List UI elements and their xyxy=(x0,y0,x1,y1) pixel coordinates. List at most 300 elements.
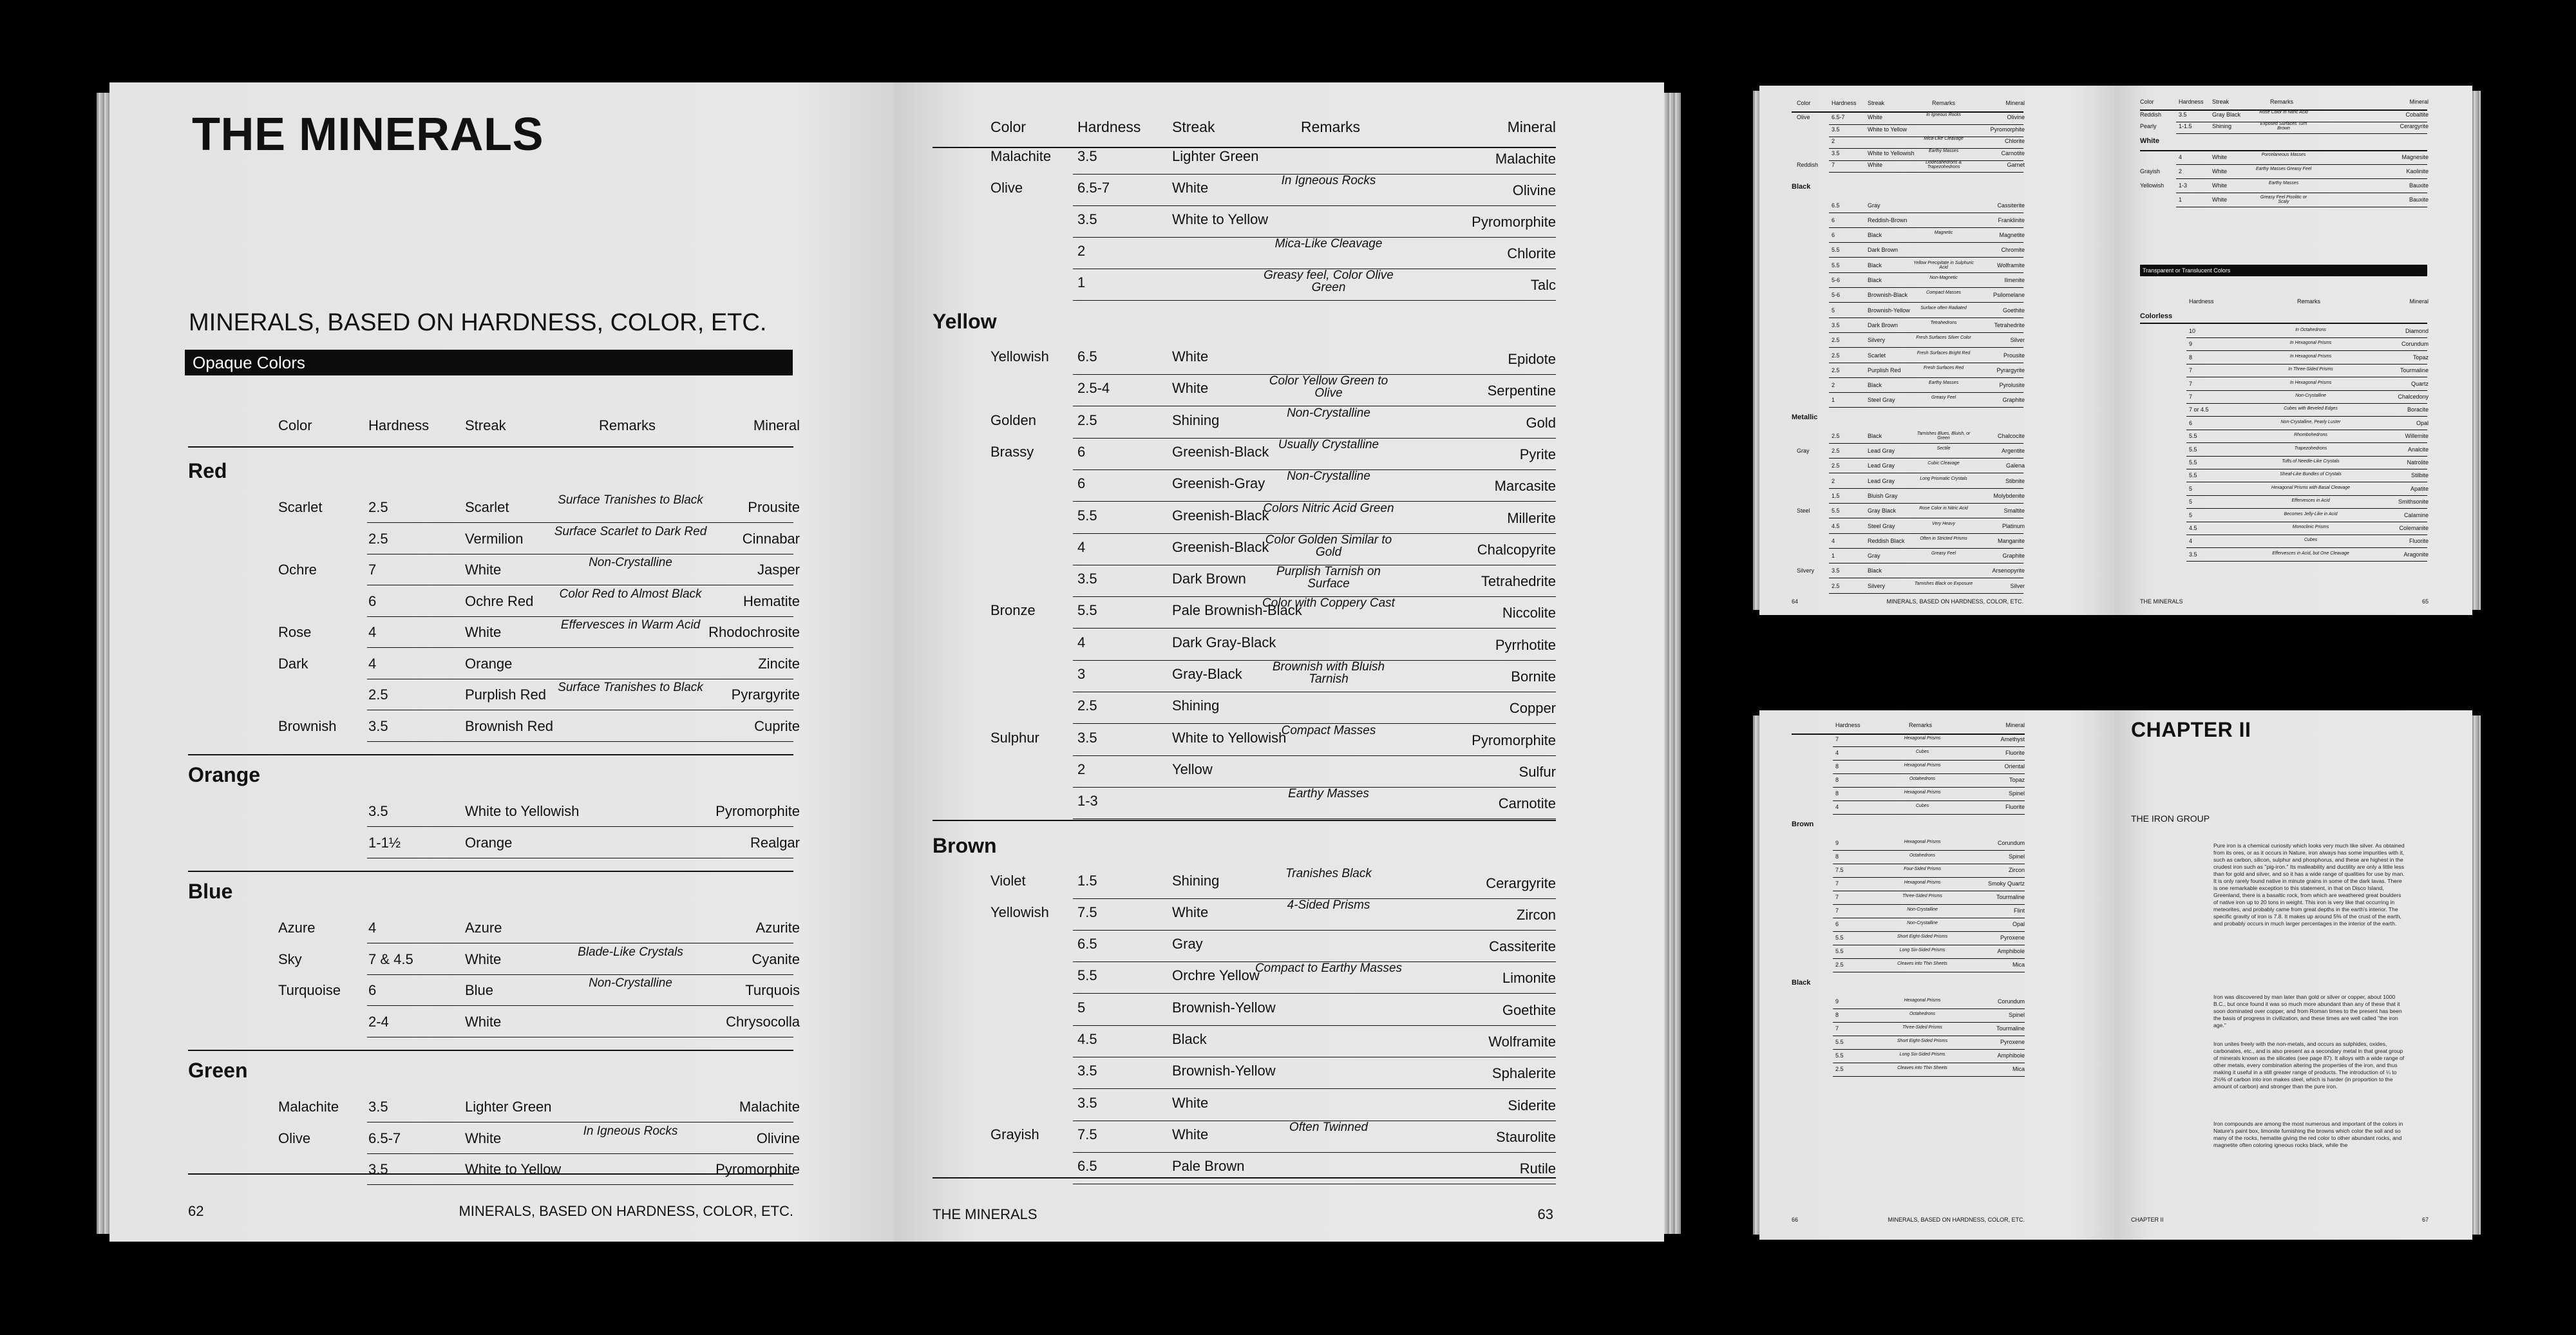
hardness-cell: 3.5 xyxy=(1832,567,1840,574)
hardness-cell: 7 xyxy=(1832,162,1835,168)
hardness-cell: 4 xyxy=(1835,804,1839,810)
streak-cell: Gray Black xyxy=(1868,507,1897,515)
hardness-cell: 6.5 xyxy=(1077,1158,1097,1175)
header-remarks: Remarks xyxy=(1909,722,1933,728)
remarks-cell: Effervesces in Acid, but One Cleavage xyxy=(2272,551,2349,556)
section-bar-opaque: Opaque Colors xyxy=(185,350,793,375)
table-rule xyxy=(1829,593,2023,594)
hardness-cell: 2-4 xyxy=(368,1013,389,1030)
remarks-cell: Cubes xyxy=(1915,750,1929,754)
mineral-cell: Zincite xyxy=(758,655,800,672)
color-cell: Yellowish xyxy=(990,348,1049,365)
remarks-cell: In Igneous Rocks xyxy=(583,1124,678,1138)
mineral-cell: Pyrargyrite xyxy=(1996,366,2025,374)
remarks-cell: Long Six-Sided Prisms xyxy=(1899,1052,1946,1057)
footer-page-number: 64 xyxy=(1792,598,1799,605)
streak-cell: Lighter Green xyxy=(1172,148,1259,164)
body-paragraph: Pure iron is a chemical curiosity which looks very much like silver. As obtained from its ores, or as it occurs in Nature, iron always has some impurities with it, such as carbon, silicon, sulphur and phosphorus, and these are highest in the crudest iron such as "pig-iron." Its malleability and ductility are only a little less than for gold and silver, and so it has a wide range of qualities for use by man. It is only rarely found native in minute grains in some of the dark lavas. There is one remarkable exception to this statement, in that on Disco Island, Greenland, there is a basaltic rock, from which are weathered great boulders of native iron up to 20 tons in weight. This iron is very like that occurring in meteorites, and probably came from great depths in the earth's interior. The specific gravity of iron is 7.8. It makes up around 5% of the crust of the earth, and probably occurs in much larger percentages in the interior of the earth. xyxy=(2213,842,2405,927)
remarks-cell: In Octahedrons xyxy=(2295,328,2326,332)
mineral-cell: Chrysocolla xyxy=(726,1013,800,1030)
hardness-cell: 4.5 xyxy=(2189,525,2197,531)
hardness-cell: 1 xyxy=(1077,274,1086,290)
streak-cell: White xyxy=(465,1013,502,1030)
mineral-cell: Platinum xyxy=(2002,522,2025,529)
mineral-cell: Olivine xyxy=(756,1130,800,1146)
mineral-cell: Argentite xyxy=(2001,448,2025,454)
table-rule xyxy=(2186,442,2427,443)
mineral-cell: Ilmenite xyxy=(2004,277,2025,283)
remarks-cell: Surface Tranishes to Black xyxy=(558,493,703,507)
color-cell: Gray xyxy=(1797,448,1810,454)
color-cell: Ochre xyxy=(278,562,317,578)
remarks-cell: Color with Coppery Cast xyxy=(1262,596,1395,611)
hardness-cell: 2 xyxy=(1077,761,1086,777)
hardness-cell: 6 xyxy=(1077,443,1086,460)
header-streak: Streak xyxy=(2212,99,2230,105)
hardness-cell: 7 xyxy=(368,562,377,578)
streak-cell: Pale Brown xyxy=(1172,1158,1245,1175)
hardness-cell: 5 xyxy=(2189,498,2193,506)
remarks-cell: Greasy feel, Color Olive Green xyxy=(1264,269,1394,294)
mineral-cell: Millerite xyxy=(1507,509,1556,526)
header-color: Color xyxy=(278,417,312,433)
remarks-cell: Octahedrons xyxy=(1909,777,1936,781)
mineral-cell: Quartz xyxy=(2410,380,2429,387)
footer-running-head: THE MINERALS xyxy=(933,1206,1037,1222)
footer-page-number: 66 xyxy=(1792,1217,1799,1223)
streak-cell: Black xyxy=(1868,567,1882,574)
hardness-cell: 3.5 xyxy=(1832,126,1840,133)
streak-cell: White xyxy=(2212,196,2228,203)
color-cell: Sky xyxy=(278,951,302,967)
table-rule xyxy=(1829,533,2023,534)
mineral-cell: Colemanite xyxy=(2399,525,2429,531)
mineral-cell: Topaz xyxy=(2009,777,2025,783)
mineral-cell: Niccolite xyxy=(1502,605,1556,621)
hardness-cell: 10 xyxy=(2189,328,2196,334)
hardness-cell: 2 xyxy=(1832,382,1835,389)
table-rule xyxy=(188,871,793,872)
mineral-cell: Serpentine xyxy=(1487,383,1556,399)
streak-cell: White xyxy=(1868,114,1883,120)
remarks-cell: Octahedrons xyxy=(1909,853,1936,858)
mineral-cell: Calamine xyxy=(2403,511,2429,518)
table-rule xyxy=(1829,347,2023,348)
streak-cell: White xyxy=(1172,904,1209,920)
hardness-cell: 8 xyxy=(1835,853,1839,860)
mineral-cell: Fluorite xyxy=(2409,538,2429,545)
streak-cell: Orchre Yellow xyxy=(1172,967,1260,984)
remarks-cell: Sheaf-Like Bundles of Crystals xyxy=(2280,472,2342,477)
mineral-cell: Olivine xyxy=(1512,182,1556,198)
table-rule xyxy=(367,1184,793,1185)
hardness-cell: 1 xyxy=(1832,553,1835,560)
mineral-cell: Natrolite xyxy=(2407,459,2429,466)
streak-cell: White to Yellow xyxy=(1868,126,1908,133)
table-rule xyxy=(367,616,793,617)
table-rule xyxy=(188,754,793,755)
streak-cell: Orange xyxy=(465,655,513,672)
remarks-cell: Dodecahedrons & Trapezohedrons xyxy=(1925,160,1962,169)
body-paragraph: Iron compounds are among the most numerous and important of the colors in Nature's paint box, limonite furnishing the browns which color the soil and so many of the rocks, hematite giving the red color to other abundant rocks, and magnetite often coloring igneous rocks black, while the xyxy=(2213,1121,2403,1148)
remarks-cell: Becomes Jelly-Like in Acid xyxy=(2284,511,2338,516)
mineral-cell: Carnotite xyxy=(2001,149,2025,156)
mineral-cell: Malachite xyxy=(739,1099,800,1115)
table-rule xyxy=(1829,257,2023,258)
table-rule xyxy=(933,1177,1556,1179)
hardness-cell: 2.5 xyxy=(1832,462,1840,469)
hardness-cell: 5.5 xyxy=(1835,948,1844,954)
mineral-cell: Amphibole xyxy=(1997,948,2025,954)
remarks-cell: Hexagonal Prisms xyxy=(1904,736,1941,741)
footer-running-head: CHAPTER II xyxy=(2131,1217,2164,1223)
hardness-cell: 8 xyxy=(1835,763,1839,770)
mineral-cell: Psilomelane xyxy=(1993,292,2025,299)
remarks-cell: Hexagonal Prisms with Basal Cleavage xyxy=(2271,485,2351,490)
table-rule xyxy=(1833,746,2025,747)
page-62 xyxy=(109,82,895,1242)
section-title: White xyxy=(2140,137,2159,145)
table-rule xyxy=(1829,407,2023,408)
hardness-cell: 5.5 xyxy=(2189,472,2197,479)
mineral-cell: Arsenopyrite xyxy=(1992,567,2025,574)
remarks-cell: Mica-Like Cleavage xyxy=(1274,237,1383,251)
hardness-cell: 6 xyxy=(368,982,377,998)
hardness-cell: 4 xyxy=(2179,154,2183,160)
streak-cell: White xyxy=(1172,1094,1209,1111)
streak-cell: White xyxy=(465,951,502,967)
table-rule xyxy=(933,820,1556,821)
mineral-cell: Oriental xyxy=(2004,763,2025,770)
hardness-cell: 2.5 xyxy=(1832,582,1840,589)
footer-running-head: MINERALS, BASED ON HARDNESS, COLOR, ETC. xyxy=(1888,1217,2025,1223)
hardness-cell: 6 xyxy=(2189,419,2193,426)
hardness-cell: 2.5 xyxy=(1832,337,1840,344)
hardness-cell: 2.5 xyxy=(368,530,388,547)
table-rule xyxy=(2186,508,2427,509)
chapter-title: CHAPTER II xyxy=(2131,718,2251,741)
section-title: Black xyxy=(1792,979,1811,987)
mineral-cell: Opal xyxy=(2012,921,2025,927)
streak-cell: Black xyxy=(1172,1031,1207,1047)
header-remarks: Remarks xyxy=(1301,118,1361,135)
streak-cell: Black xyxy=(1868,432,1882,439)
mineral-cell: Zircon xyxy=(1516,906,1556,923)
footer-running-head: THE MINERALS xyxy=(2140,598,2183,605)
body-paragraph: Iron unites freely with the non-metals, and occurs as sulphides, oxides, carbonates, etc., and is also present as a secondary metal in that great group of minerals known as the silicates (see page 87). It alloys with a wide range of other metals, every combination altering the properties of the iron, and thus making it useful in a still greater range of products. The introduction of ¼ to 2½% of carbon into iron makes steel, which is harder (in proportion to the amount of carbon) and stronger than the pure iron. xyxy=(2213,1041,2405,1090)
mineral-cell: Manganite xyxy=(1997,537,2025,544)
streak-cell: White xyxy=(465,562,502,578)
streak-cell: White to Yellowish xyxy=(1868,149,1915,156)
remarks-cell: Greasy Feel xyxy=(1931,395,1956,401)
mineral-cell: Analcite xyxy=(2407,446,2429,453)
hardness-cell: 5 xyxy=(1832,307,1835,314)
mineral-cell: Galena xyxy=(2005,462,2025,469)
color-cell: Malachite xyxy=(990,148,1052,164)
hardness-cell: 3.5 xyxy=(368,1161,388,1177)
mineral-cell: Kaolinite xyxy=(2406,168,2429,175)
hardness-cell: 1 xyxy=(2179,196,2183,203)
streak-cell: Blue xyxy=(465,982,494,998)
remarks-cell: Long Prismatic Crystals xyxy=(1920,476,1967,481)
remarks-cell: Very Heavy xyxy=(1932,521,1955,526)
mineral-cell: Cerargyrite xyxy=(2400,123,2429,129)
mineral-cell: Turquois xyxy=(745,982,800,998)
remarks-cell: Four-Sided Prisms xyxy=(1904,867,1941,871)
mineral-cell: Rutile xyxy=(1519,1160,1556,1177)
mineral-cell: Topaz xyxy=(2412,354,2429,361)
mineral-cell: Siderite xyxy=(1508,1097,1556,1113)
table-rule xyxy=(1833,904,2025,905)
section-title: Orange xyxy=(188,763,261,786)
remarks-cell: Tetrahedrons xyxy=(1930,320,1957,325)
mineral-cell: Bauxite xyxy=(2409,182,2429,189)
mineral-cell: Graphite xyxy=(2002,397,2025,404)
page-edges-right xyxy=(1662,93,1681,1234)
mineral-cell: Corundum xyxy=(2401,341,2429,348)
mineral-cell: Pyromorphite xyxy=(715,1161,800,1177)
table-rule xyxy=(1829,458,2023,459)
mineral-cell: Mica xyxy=(2012,961,2025,968)
table-rule xyxy=(1829,287,2023,288)
hardness-cell: 7 xyxy=(2189,380,2193,387)
remarks-cell: Surface Scarlet to Dark Red xyxy=(554,524,707,538)
color-cell: Sulphur xyxy=(990,729,1039,746)
streak-cell: Greenish-Black xyxy=(1172,443,1269,460)
page-edges-right xyxy=(2472,91,2481,610)
mineral-cell: Copper xyxy=(1509,700,1556,717)
table-rule xyxy=(1833,1049,2025,1050)
hardness-cell: 6 xyxy=(1832,232,1835,239)
streak-cell: Shining xyxy=(1172,412,1220,428)
hardness-cell: 3 xyxy=(1077,666,1086,682)
hardness-cell: 6.5 xyxy=(1077,348,1097,365)
streak-cell: Ochre Red xyxy=(465,592,534,609)
table-rule xyxy=(367,1005,793,1006)
remarks-cell: Octahedrons xyxy=(1909,1012,1936,1016)
hardness-cell: 5.5 xyxy=(1835,1039,1844,1045)
color-cell: Rose xyxy=(278,624,312,640)
table-rule xyxy=(2186,456,2427,457)
table-rule xyxy=(2140,323,2427,324)
header-streak: Streak xyxy=(1172,118,1215,135)
remarks-cell: In Hexagonal Prisms xyxy=(2289,341,2332,346)
mineral-cell: Cobaltite xyxy=(2405,111,2429,118)
streak-cell: Black xyxy=(1868,277,1882,283)
hardness-cell: 3.5 xyxy=(1077,729,1097,746)
mineral-cell: Chromite xyxy=(2001,247,2025,254)
hardness-cell: 5.5 xyxy=(1835,1052,1844,1059)
remarks-cell: In Igneous Rocks xyxy=(1926,113,1962,117)
spread-2 xyxy=(1753,86,2481,615)
mineral-cell: Fluorite xyxy=(2005,804,2025,810)
streak-cell: Gray Black xyxy=(2212,111,2241,118)
header-hardness: Hardness xyxy=(1832,100,1857,106)
table-rule xyxy=(2186,364,2427,365)
streak-cell: Reddish-Brown xyxy=(1868,216,1908,223)
mineral-cell: Bauxite xyxy=(2409,196,2429,203)
streak-cell: Lead Gray xyxy=(1868,477,1895,484)
table-rule xyxy=(367,974,793,975)
streak-cell: White to Yellowish xyxy=(465,803,580,819)
mineral-cell: Goethite xyxy=(2002,307,2025,314)
hardness-cell: 5 xyxy=(2189,485,2193,492)
streak-cell: Gray xyxy=(1172,936,1203,952)
table-rule xyxy=(1829,302,2023,303)
table-rule xyxy=(1073,1088,1556,1089)
streak-cell: Gray xyxy=(1868,202,1880,209)
streak-cell: White xyxy=(1172,180,1209,196)
hardness-cell: 6.5-7 xyxy=(368,1130,401,1146)
hardness-cell: 2.5 xyxy=(1832,432,1840,439)
header-remarks: Remarks xyxy=(1932,100,1956,106)
remarks-cell: Greasy Feel Pisolitic or Scaly xyxy=(2260,195,2307,204)
section-title: Yellow xyxy=(933,310,997,333)
remarks-cell: Non-Crystalline xyxy=(1287,469,1370,484)
mineral-cell: Zircon xyxy=(2008,867,2025,873)
remarks-cell: Non-Crystalline xyxy=(1907,907,1938,912)
mineral-cell: Limonite xyxy=(1502,970,1556,987)
mineral-cell: Pyroxene xyxy=(2000,934,2025,941)
mineral-cell: Tourmaline xyxy=(1996,894,2025,900)
table-rule xyxy=(2140,150,2427,151)
hardness-cell: 1 xyxy=(1832,397,1835,404)
streak-cell: Greenish-Black xyxy=(1172,538,1269,555)
mineral-cell: Pyrite xyxy=(1519,446,1556,462)
color-cell: Olive xyxy=(1797,114,1810,120)
table-rule xyxy=(2186,390,2427,391)
hardness-cell: 2.5 xyxy=(1835,1066,1844,1072)
mineral-cell: Smithsonite xyxy=(2398,498,2429,506)
color-cell: Reddish xyxy=(1797,162,1819,168)
table-rule xyxy=(2186,495,2427,496)
table-rule xyxy=(1073,1025,1556,1026)
hardness-cell: 2 xyxy=(1832,477,1835,484)
hardness-cell: 2.5 xyxy=(368,686,388,703)
hardness-cell: 6.5-7 xyxy=(1077,180,1110,196)
mineral-cell: Staurolite xyxy=(1496,1128,1556,1145)
remarks-cell: Magnetic xyxy=(1934,231,1953,236)
remarks-cell: In Three-Sided Prisms xyxy=(2288,367,2333,372)
streak-cell: Vermilion xyxy=(465,530,524,547)
mineral-cell: Prousite xyxy=(748,499,800,515)
mineral-cell: Realgar xyxy=(750,834,800,851)
mineral-cell: Sphalerite xyxy=(1492,1065,1556,1082)
remarks-cell: Cubes xyxy=(2304,538,2318,543)
mineral-cell: Marcasite xyxy=(1494,478,1556,495)
mineral-cell: Amphibole xyxy=(1997,1052,2025,1059)
streak-cell: Orange xyxy=(465,834,513,851)
spread-3 xyxy=(1753,710,2481,1240)
hardness-cell: 5.5 xyxy=(2189,446,2197,453)
hardness-cell: 5.5 xyxy=(1077,602,1097,619)
footer-page-number: 65 xyxy=(2421,598,2429,605)
hardness-cell: 5 xyxy=(1077,999,1086,1016)
color-cell: Yellowish xyxy=(990,904,1049,920)
color-cell: Steel xyxy=(1797,507,1810,515)
table-rule xyxy=(2186,416,2427,417)
page-64 xyxy=(1759,86,2115,615)
hardness-cell: 5.5 xyxy=(2189,459,2197,466)
streak-cell: Scarlet xyxy=(1868,352,1886,359)
table-rule xyxy=(1833,931,2025,932)
streak-cell: White xyxy=(1868,162,1883,168)
footer-running-head: MINERALS, BASED ON HARDNESS, COLOR, ETC. xyxy=(1886,598,2023,605)
streak-cell: Bluish Gray xyxy=(1868,492,1898,499)
mineral-cell: Pyrrhotite xyxy=(1495,636,1556,653)
mineral-cell: Goethite xyxy=(1502,1001,1556,1018)
color-cell: Silvery xyxy=(1797,567,1815,574)
table-rule xyxy=(1829,443,2023,444)
header-hardness: Hardness xyxy=(1835,722,1861,728)
mineral-cell: Malachite xyxy=(1495,151,1556,167)
table-rule xyxy=(1833,800,2025,801)
mineral-cell: Molybdenite xyxy=(1993,492,2025,499)
color-cell: Grayish xyxy=(2140,168,2161,175)
hardness-cell: 6 xyxy=(1835,921,1839,927)
table-rule xyxy=(367,647,793,648)
remarks-cell: Tufts of Needle-Like Crystals xyxy=(2282,459,2340,464)
remarks-cell: Often in Stricted Prisms xyxy=(1920,536,1967,541)
remarks-cell: Non-Crystalline, Pearly Luster xyxy=(2280,419,2341,424)
hardness-cell: 8 xyxy=(1835,790,1839,797)
remarks-cell: Brownish with Bluish Tarnish xyxy=(1272,660,1385,686)
table-rule xyxy=(1829,392,2023,393)
remarks-cell: Short Eight-Sided Prisms xyxy=(1897,1039,1948,1043)
mineral-cell: Silver xyxy=(2010,582,2025,589)
remarks-cell: Tarnishes Blues, Bluish, or Green xyxy=(1917,431,1971,440)
page-63 xyxy=(894,82,1664,1242)
mineral-cell: Cassiterite xyxy=(1489,938,1556,955)
streak-cell: Black xyxy=(1868,261,1882,269)
remarks-cell: Rose Color in Nitric Acid xyxy=(1919,506,1968,511)
hardness-cell: 3.5 xyxy=(1077,148,1097,164)
hardness-cell: 4.5 xyxy=(1832,522,1840,529)
hardness-cell: 1-3 xyxy=(2179,182,2188,189)
remarks-cell: Effervesces in Warm Acid xyxy=(560,618,701,632)
table-rule xyxy=(1829,503,2023,504)
hardness-cell: 4 xyxy=(2189,538,2193,545)
mineral-cell: Wolframite xyxy=(1997,261,2025,269)
streak-cell: Purplish Red xyxy=(1868,366,1901,374)
remarks-cell: Compact Masses xyxy=(1281,723,1376,737)
table-rule xyxy=(1833,958,2025,959)
remarks-cell: Non-Crystalline xyxy=(2295,393,2326,398)
section-title: Green xyxy=(188,1059,248,1082)
hardness-cell: 9 xyxy=(2189,341,2193,348)
color-cell: Azure xyxy=(278,920,316,936)
mineral-cell: Pyromorphite xyxy=(1990,126,2025,133)
table-rule xyxy=(1833,814,2025,815)
mineral-cell: Pyrargyrite xyxy=(731,686,800,703)
hardness-cell: 2.5 xyxy=(1832,448,1840,454)
table-rule xyxy=(2176,178,2427,179)
streak-cell: Black xyxy=(1868,382,1882,389)
page-subtitle: MINERALS, BASED ON HARDNESS, COLOR, ETC. xyxy=(189,309,767,336)
remarks-cell: Fresh Surfaces Bright Red xyxy=(1917,350,1971,355)
mineral-cell: Chalcocite xyxy=(1997,432,2025,439)
color-cell: Scarlet xyxy=(278,499,323,515)
mineral-cell: Cinnabar xyxy=(742,530,800,547)
mineral-cell: Chlorite xyxy=(2004,138,2025,144)
remarks-cell: Rhombohedrons xyxy=(2294,433,2327,438)
remarks-cell: Color Golden Similar to Gold xyxy=(1265,533,1392,559)
hardness-cell: 3.5 xyxy=(1077,1063,1097,1079)
remarks-cell: Hexagonal Prisms xyxy=(1904,840,1941,844)
mineral-cell: Apatite xyxy=(2410,485,2429,492)
page-65 xyxy=(2114,86,2472,615)
body-paragraph: Iron was discovered by man later than gold or silver or copper, about 1000 B.C., but once found it was so much more abundant than any of these that it soon dominated over copper, and from Roman times to the present has been the basis of progress in civilization, and these times are well called "the iron age." xyxy=(2213,994,2402,1028)
